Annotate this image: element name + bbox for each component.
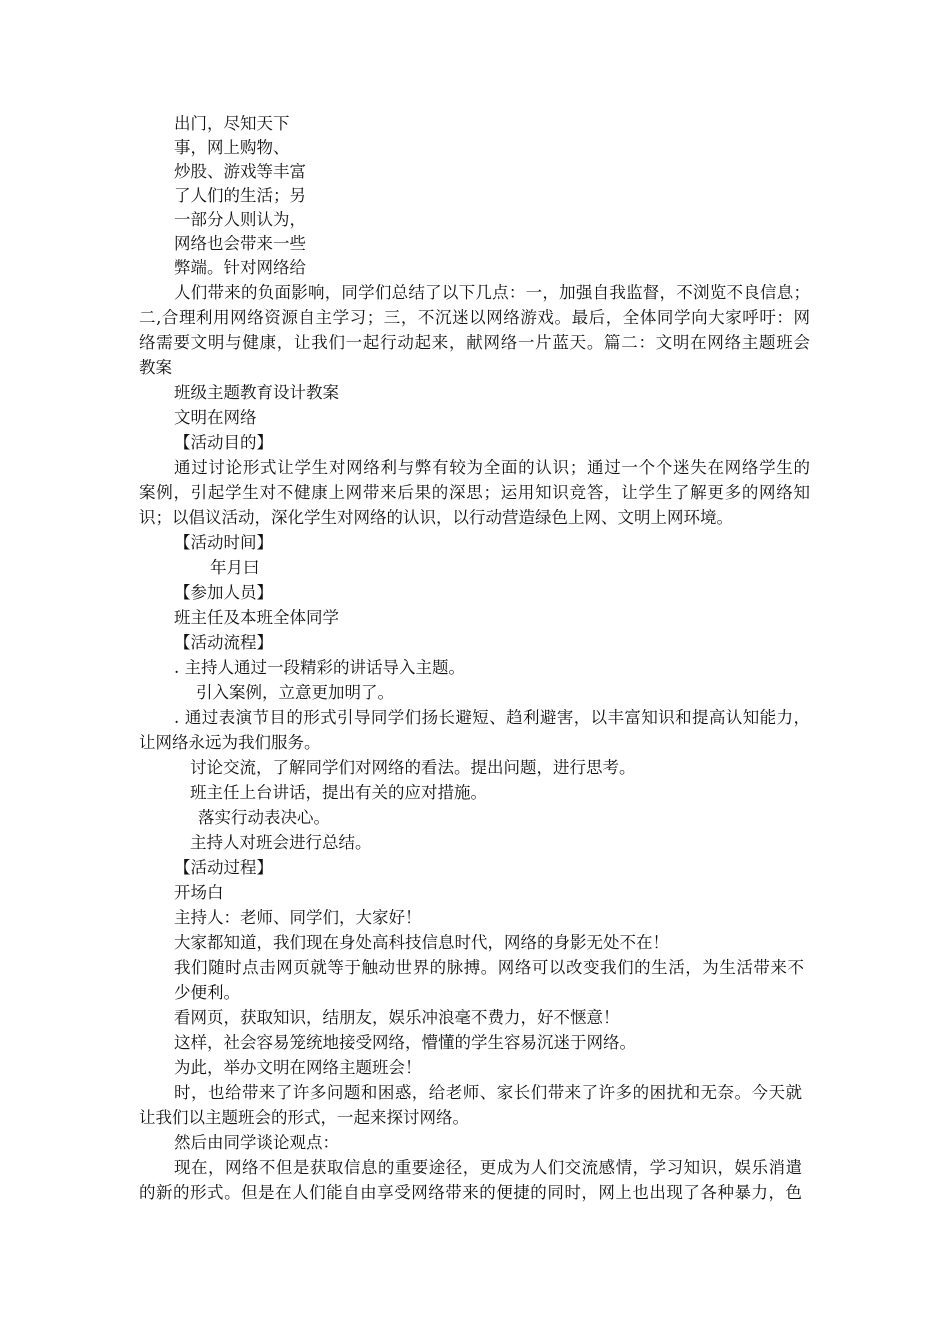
- text-line: 络需要文明与健康，让我们一起行动起来，献网络一片蓝天。篇二：文明在网络主题班会: [139, 333, 810, 352]
- text-line: 让我们以主题班会的形式，一起来探讨网络。: [139, 1108, 469, 1127]
- text-line: 大家都知道，我们现在身处高科技信息时代，网络的身影无处不在！: [174, 933, 669, 952]
- text-line: 通过讨论形式让学生对网络利与弊有较为全面的认识；通过一个个迷失在网络学生的: [174, 458, 810, 477]
- text-line: 班主任上台讲话，提出有关的应对措施。: [190, 783, 487, 802]
- text-line: 现在，网络不但是获取信息的重要途径，更成为人们交流感情，学习知识，娱乐消遣: [174, 1158, 802, 1177]
- text-line: 讨论交流，了解同学们对网络的看法。提出问题，进行思考。: [190, 758, 636, 777]
- text-line: 案例，引起学生对不健康上网带来后果的深思；运用知识竞答，让学生了解更多的网络知: [139, 483, 810, 502]
- text-line: 然后由同学谈论观点：: [174, 1133, 339, 1152]
- text-line: 事，网上购物、: [174, 138, 290, 157]
- text-line: 一部分人则认为，: [174, 210, 306, 229]
- text-line: 文明在网络: [174, 408, 257, 427]
- text-line: 落实行动表决心。: [198, 808, 330, 827]
- text-line: 班主任及本班全体同学: [174, 608, 339, 627]
- text-line: 为此，举办文明在网络主题班会！: [174, 1058, 422, 1077]
- text-line: 教案: [139, 358, 172, 377]
- text-line: 网络也会带来一些: [174, 234, 306, 253]
- section-heading: 【活动时间】: [174, 533, 273, 552]
- text-line: 这样，社会容易笼统地接受网络，懵懂的学生容易沉迷于网络。: [174, 1033, 636, 1052]
- text-line: 炒股、游戏等丰富: [174, 162, 306, 181]
- text-line: 主持人：老师、同学们，大家好！: [174, 908, 422, 927]
- text-line: 让网络永远为我们服务。: [139, 733, 321, 752]
- text-line: 年月曰: [210, 558, 260, 577]
- text-line: 识；以倡议活动，深化学生对网络的认识，以行动营造绿色上网、文明上网环境。: [139, 508, 733, 527]
- text-line: 看网页，获取知识，结朋友，娱乐冲浪毫不费力，好不惬意！: [174, 1008, 620, 1027]
- text-line: 二,合理利用网络资源自主学习；三，不沉迷以网络游戏。最后，全体同学向大家呼吁：网: [139, 308, 810, 327]
- text-line: 人们带来的负面影响，同学们总结了以下几点：一，加强自我监督，不浏览不良信息；: [174, 283, 810, 302]
- text-line: 主持人对班会进行总结。: [190, 833, 372, 852]
- text-line: 了人们的生活；另: [174, 186, 306, 205]
- text-line: 我们随时点击网页就等于触动世界的脉搏。网络可以改变我们的生活，为生活带来不: [174, 958, 804, 977]
- section-heading: 【活动目的】: [174, 433, 273, 452]
- text-line: 弊端。针对网络给: [174, 258, 306, 277]
- text-line: 开场白: [174, 883, 224, 902]
- text-line: . 通过表演节目的形式引导同学们扬长避短、趋利避害，以丰富知识和提高认知能力，: [174, 708, 810, 727]
- text-line: 的新的形式。但是在人们能自由享受网络带来的便捷的同时，网上也出现了各种暴力，色: [139, 1183, 802, 1202]
- text-line: 出门，尽知天下: [174, 114, 290, 133]
- text-line: 时，也给带来了许多问题和困惑，给老师、家长们带来了许多的困扰和无奈。今天就: [174, 1083, 802, 1102]
- text-line: 少便利。: [174, 983, 240, 1002]
- section-heading: 【活动过程】: [174, 858, 273, 877]
- text-line: 引入案例，立意更加明了。: [196, 683, 394, 702]
- section-heading: 【活动流程】: [174, 633, 273, 652]
- text-line: . 主持人通过一段精彩的讲话导入主题。: [174, 658, 465, 677]
- section-heading: 【参加人员】: [174, 583, 273, 602]
- text-line: 班级主题教育设计教案: [174, 383, 339, 402]
